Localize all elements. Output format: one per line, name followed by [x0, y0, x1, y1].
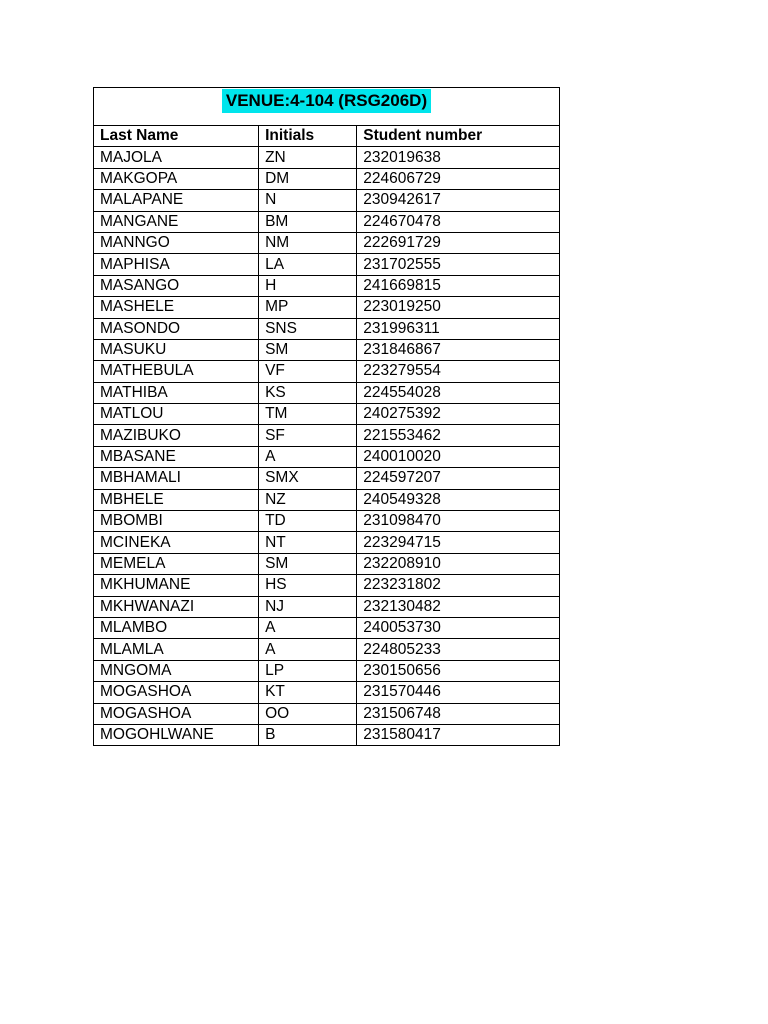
- initials-cell: TD: [259, 511, 357, 532]
- student-number-cell: 231098470: [357, 511, 560, 532]
- header-row: [94, 126, 560, 147]
- last-name-cell: MBASANE: [94, 446, 259, 467]
- initials-cell: HS: [259, 575, 357, 596]
- table-row: [94, 404, 560, 425]
- student-number-cell: 224805233: [357, 639, 560, 660]
- student-number-cell: 231996311: [357, 318, 560, 339]
- last-name-cell: MANGANE: [94, 211, 259, 232]
- student-number-cell: 232019638: [357, 147, 560, 168]
- venue-roster-sheet: [93, 87, 560, 746]
- student-number-cell: 230942617: [357, 190, 560, 211]
- table-row: [94, 596, 560, 617]
- table-row: [94, 147, 560, 168]
- table-row: [94, 232, 560, 253]
- table-row: [94, 275, 560, 296]
- student-number-cell: 223294715: [357, 532, 560, 553]
- venue-title: VENUE:4-104 (RSG206D): [222, 89, 431, 113]
- table-row: [94, 660, 560, 681]
- last-name-cell: MKHWANAZI: [94, 596, 259, 617]
- initials-cell: SF: [259, 425, 357, 446]
- last-name-cell: MAKGOPA: [94, 168, 259, 189]
- table-row: [94, 489, 560, 510]
- last-name-cell: MANNGO: [94, 232, 259, 253]
- student-number-cell: 231846867: [357, 339, 560, 360]
- table-row: [94, 297, 560, 318]
- initials-cell: H: [259, 275, 357, 296]
- table-row: [94, 617, 560, 638]
- initials-cell: VF: [259, 361, 357, 382]
- student-number-cell: 232208910: [357, 553, 560, 574]
- table-row: [94, 682, 560, 703]
- last-name-cell: MKHUMANE: [94, 575, 259, 596]
- student-number-cell: 232130482: [357, 596, 560, 617]
- table-row: [94, 361, 560, 382]
- last-name-cell: MASUKU: [94, 339, 259, 360]
- student-number-cell: 240053730: [357, 617, 560, 638]
- last-name-cell: MOGOHLWANE: [94, 724, 259, 745]
- initials-cell: MP: [259, 297, 357, 318]
- student-number-cell: 223019250: [357, 297, 560, 318]
- column-header-initials: Initials: [259, 126, 357, 147]
- last-name-cell: MATHEBULA: [94, 361, 259, 382]
- last-name-cell: MAZIBUKO: [94, 425, 259, 446]
- initials-cell: NJ: [259, 596, 357, 617]
- initials-cell: SNS: [259, 318, 357, 339]
- initials-cell: SM: [259, 553, 357, 574]
- student-number-cell: 241669815: [357, 275, 560, 296]
- initials-cell: NM: [259, 232, 357, 253]
- initials-cell: A: [259, 639, 357, 660]
- table-row: [94, 211, 560, 232]
- student-number-cell: 224597207: [357, 468, 560, 489]
- student-number-cell: 231702555: [357, 254, 560, 275]
- student-number-cell: 240549328: [357, 489, 560, 510]
- column-header-last-name: Last Name: [94, 126, 259, 147]
- last-name-cell: MOGASHOA: [94, 682, 259, 703]
- table-row: [94, 425, 560, 446]
- initials-cell: OO: [259, 703, 357, 724]
- last-name-cell: MASONDO: [94, 318, 259, 339]
- student-number-cell: 224554028: [357, 382, 560, 403]
- table-row: [94, 446, 560, 467]
- initials-cell: A: [259, 617, 357, 638]
- student-number-cell: 231506748: [357, 703, 560, 724]
- student-number-cell: 240275392: [357, 404, 560, 425]
- last-name-cell: MASHELE: [94, 297, 259, 318]
- column-header-student-number: Student number: [357, 126, 560, 147]
- last-name-cell: MBHELE: [94, 489, 259, 510]
- last-name-cell: MATLOU: [94, 404, 259, 425]
- table-row: [94, 639, 560, 660]
- table-row: [94, 468, 560, 489]
- last-name-cell: MBHAMALI: [94, 468, 259, 489]
- table-row: [94, 532, 560, 553]
- last-name-cell: MEMELA: [94, 553, 259, 574]
- last-name-cell: MOGASHOA: [94, 703, 259, 724]
- student-number-cell: 231570446: [357, 682, 560, 703]
- initials-cell: BM: [259, 211, 357, 232]
- table-row: [94, 254, 560, 275]
- student-number-cell: 230150656: [357, 660, 560, 681]
- table-row: [94, 703, 560, 724]
- table-row: [94, 190, 560, 211]
- roster-body: [94, 147, 560, 746]
- initials-cell: NT: [259, 532, 357, 553]
- student-number-cell: 240010020: [357, 446, 560, 467]
- table-row: [94, 382, 560, 403]
- last-name-cell: MATHIBA: [94, 382, 259, 403]
- last-name-cell: MLAMBO: [94, 617, 259, 638]
- student-number-cell: 223279554: [357, 361, 560, 382]
- initials-cell: LA: [259, 254, 357, 275]
- initials-cell: DM: [259, 168, 357, 189]
- title-cell: [94, 88, 560, 126]
- last-name-cell: MAJOLA: [94, 147, 259, 168]
- table-row: [94, 318, 560, 339]
- table-row: [94, 168, 560, 189]
- student-number-cell: 222691729: [357, 232, 560, 253]
- student-number-cell: 223231802: [357, 575, 560, 596]
- student-number-cell: 231580417: [357, 724, 560, 745]
- student-number-cell: 221553462: [357, 425, 560, 446]
- last-name-cell: MASANGO: [94, 275, 259, 296]
- last-name-cell: MAPHISA: [94, 254, 259, 275]
- initials-cell: KS: [259, 382, 357, 403]
- title-row: [94, 88, 560, 126]
- initials-cell: B: [259, 724, 357, 745]
- last-name-cell: MNGOMA: [94, 660, 259, 681]
- student-number-cell: 224670478: [357, 211, 560, 232]
- initials-cell: SMX: [259, 468, 357, 489]
- initials-cell: LP: [259, 660, 357, 681]
- student-number-cell: 224606729: [357, 168, 560, 189]
- initials-cell: A: [259, 446, 357, 467]
- table-row: [94, 724, 560, 745]
- initials-cell: NZ: [259, 489, 357, 510]
- initials-cell: N: [259, 190, 357, 211]
- last-name-cell: MCINEKA: [94, 532, 259, 553]
- initials-cell: KT: [259, 682, 357, 703]
- last-name-cell: MLAMLA: [94, 639, 259, 660]
- initials-cell: SM: [259, 339, 357, 360]
- initials-cell: ZN: [259, 147, 357, 168]
- last-name-cell: MBOMBI: [94, 511, 259, 532]
- last-name-cell: MALAPANE: [94, 190, 259, 211]
- student-roster-table: [93, 87, 560, 746]
- table-row: [94, 575, 560, 596]
- table-row: [94, 339, 560, 360]
- table-row: [94, 511, 560, 532]
- table-row: [94, 553, 560, 574]
- initials-cell: TM: [259, 404, 357, 425]
